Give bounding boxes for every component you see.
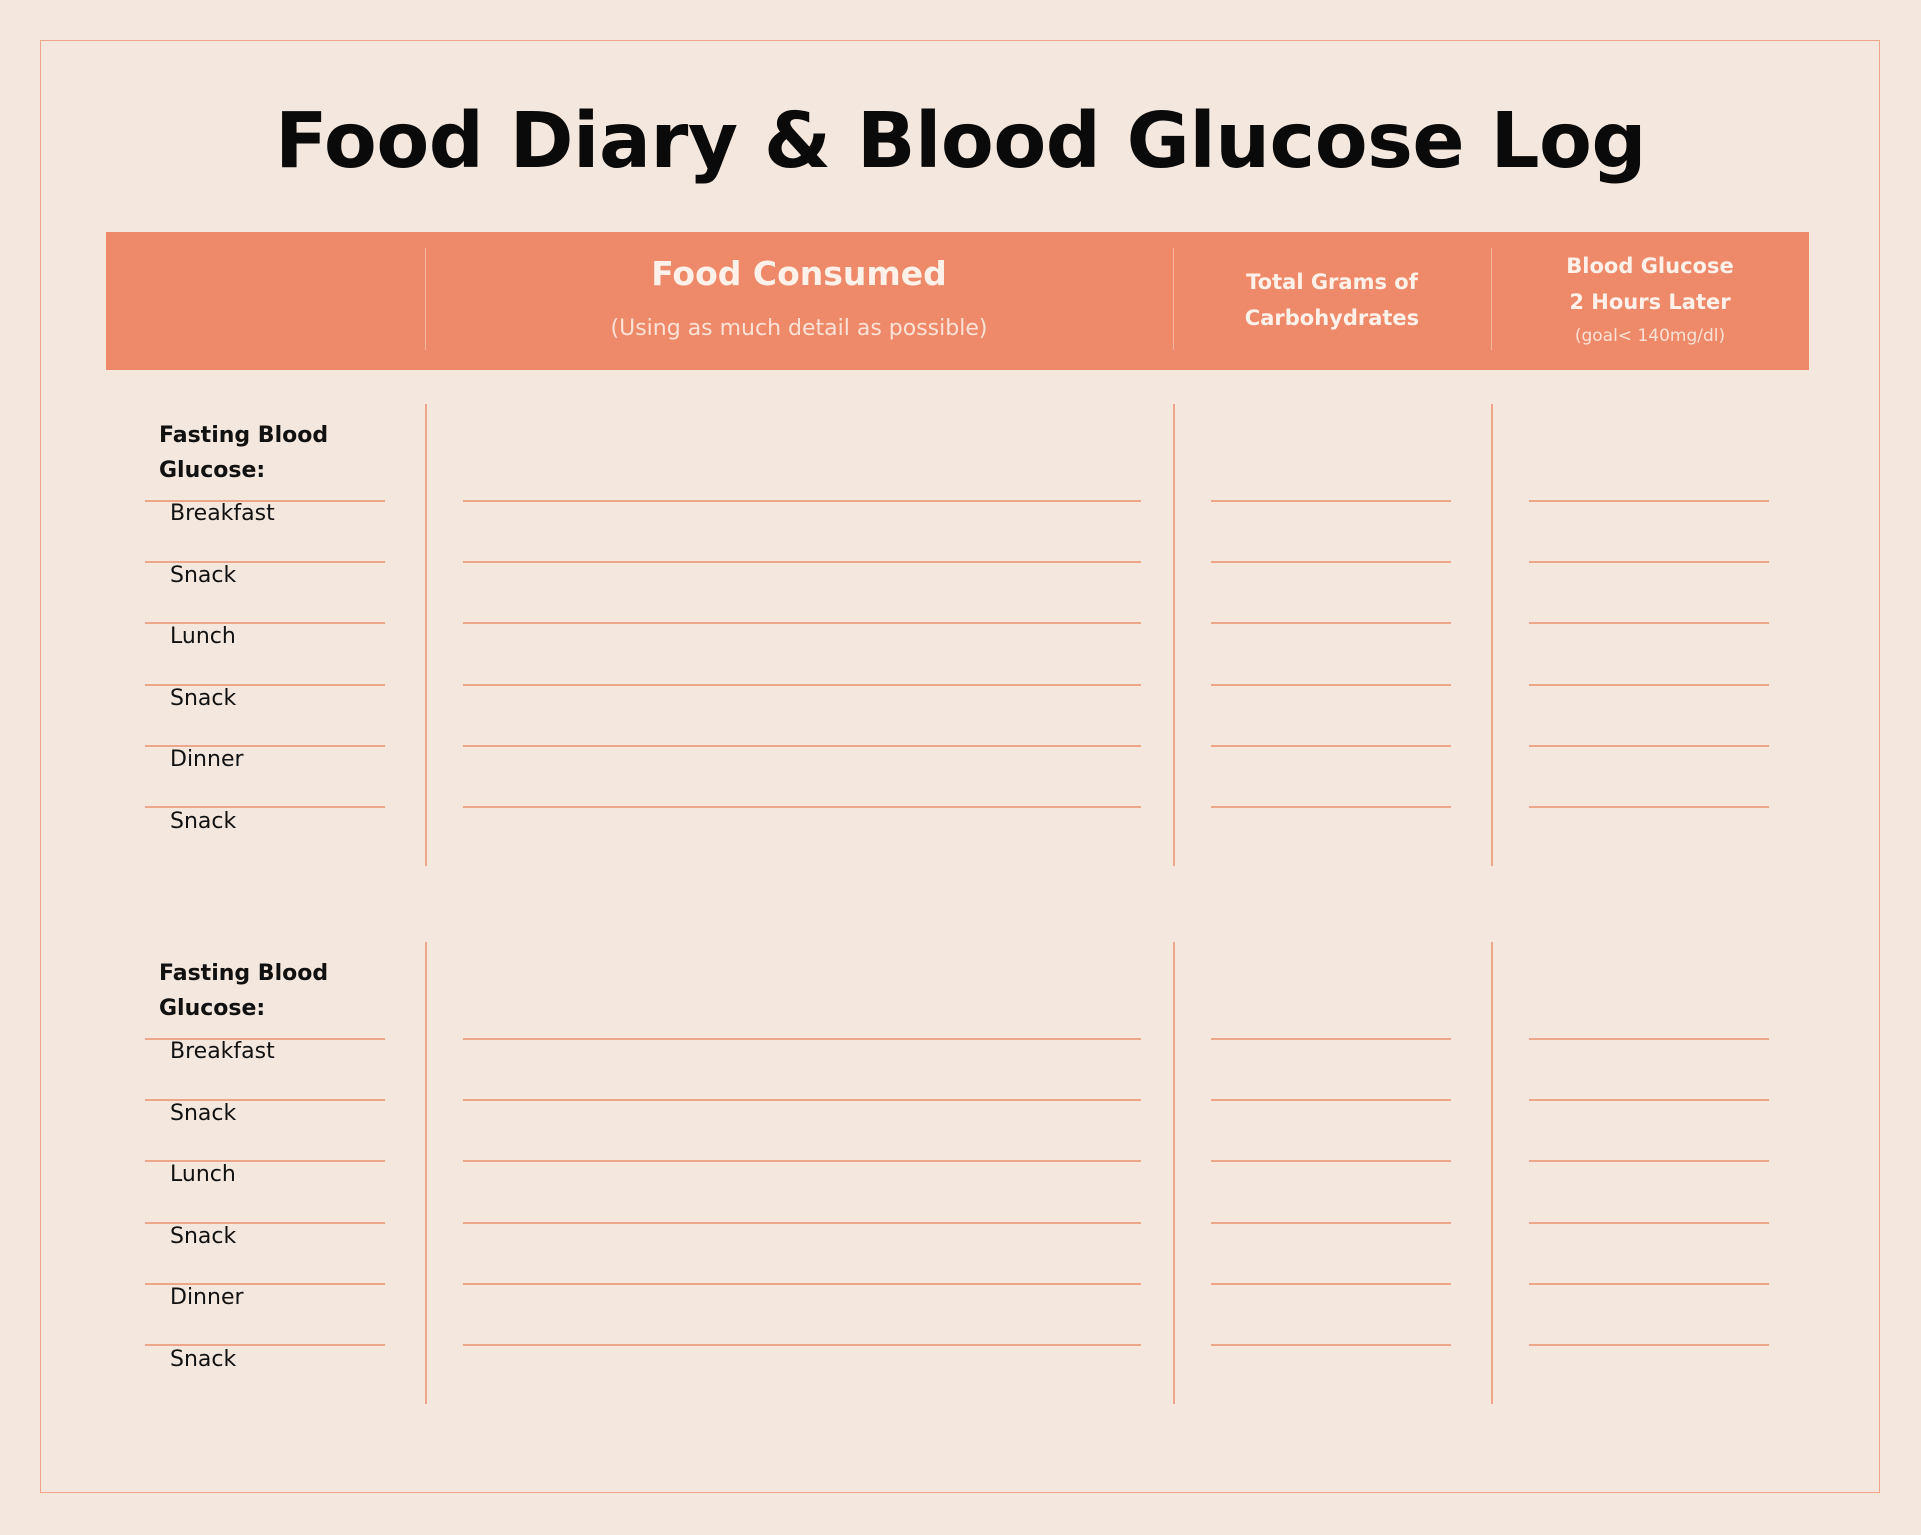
meal-label: Snack (170, 1224, 237, 1249)
meal-label: Breakfast (170, 501, 275, 526)
meal-label: Dinner (170, 747, 244, 772)
glucose-entry-line[interactable] (1529, 561, 1769, 563)
fasting-label-line2: Glucose: (159, 458, 266, 483)
glucose-entry-line[interactable] (1529, 1344, 1769, 1346)
carbs-entry-line[interactable] (1211, 561, 1451, 563)
food-entry-line[interactable] (463, 622, 1141, 624)
food-entry-line[interactable] (463, 1222, 1141, 1224)
food-entry-line[interactable] (463, 1344, 1141, 1346)
food-entry-line[interactable] (463, 1038, 1141, 1040)
header-food-consumed-note: (Using as much detail as possible) (610, 316, 988, 341)
meal-label: Lunch (170, 1162, 236, 1187)
food-entry-line[interactable] (463, 806, 1141, 808)
carbs-entry-line[interactable] (1211, 1160, 1451, 1162)
carbs-entry-line[interactable] (1211, 500, 1451, 502)
carbs-entry-line[interactable] (1211, 1344, 1451, 1346)
meal-label: Snack (170, 809, 237, 834)
header-total-carbs (1173, 264, 1491, 336)
food-entry-line[interactable] (463, 684, 1141, 686)
glucose-entry-line[interactable] (1529, 1283, 1769, 1285)
glucose-entry-line[interactable] (1529, 745, 1769, 747)
glucose-entry-line[interactable] (1529, 500, 1769, 502)
meal-label: Breakfast (170, 1039, 275, 1064)
carbs-entry-line[interactable] (1211, 1099, 1451, 1101)
fasting-blood-glucose-label (159, 956, 379, 1026)
column-divider (1173, 404, 1175, 866)
meal-label: Lunch (170, 624, 236, 649)
food-entry-line[interactable] (463, 500, 1141, 502)
column-divider (1491, 942, 1493, 1404)
meal-label: Snack (170, 563, 237, 588)
fasting-label-line1: Fasting Blood (159, 961, 329, 986)
fasting-label-line1: Fasting Blood (159, 423, 329, 448)
meal-label: Snack (170, 1347, 237, 1372)
fasting-blood-glucose-label (159, 418, 379, 488)
header-total-carbs-line2: Carbohydrates (1244, 306, 1420, 330)
header-blood-glucose-line2: 2 Hours Later (1569, 290, 1731, 314)
column-divider (425, 942, 427, 1404)
food-entry-line[interactable] (463, 1160, 1141, 1162)
glucose-entry-line[interactable] (1529, 1160, 1769, 1162)
glucose-entry-line[interactable] (1529, 684, 1769, 686)
meal-label: Snack (170, 686, 237, 711)
header-glucose-goal: (goal< 140mg/dl) (1574, 326, 1726, 346)
header-food-consumed: Food Consumed (651, 254, 947, 293)
carbs-entry-line[interactable] (1211, 1283, 1451, 1285)
column-divider (425, 404, 427, 866)
carbs-entry-line[interactable] (1211, 745, 1451, 747)
header-blood-glucose-line1: Blood Glucose (1566, 254, 1734, 278)
glucose-entry-line[interactable] (1529, 806, 1769, 808)
food-entry-line[interactable] (463, 1283, 1141, 1285)
column-divider (1491, 404, 1493, 866)
carbs-entry-line[interactable] (1211, 806, 1451, 808)
carbs-entry-line[interactable] (1211, 1222, 1451, 1224)
header-blood-glucose (1491, 248, 1809, 320)
glucose-entry-line[interactable] (1529, 1099, 1769, 1101)
glucose-entry-line[interactable] (1529, 1038, 1769, 1040)
glucose-entry-line[interactable] (1529, 622, 1769, 624)
food-entry-line[interactable] (463, 1099, 1141, 1101)
carbs-entry-line[interactable] (1211, 684, 1451, 686)
food-entry-line[interactable] (463, 561, 1141, 563)
page-title: Food Diary & Blood Glucose Log (274, 97, 1647, 186)
carbs-entry-line[interactable] (1211, 1038, 1451, 1040)
column-divider (1173, 942, 1175, 1404)
meal-label: Snack (170, 1101, 237, 1126)
header-total-carbs-line1: Total Grams of (1246, 270, 1418, 294)
meal-label: Dinner (170, 1285, 244, 1310)
food-entry-line[interactable] (463, 745, 1141, 747)
glucose-entry-line[interactable] (1529, 1222, 1769, 1224)
fasting-label-line2: Glucose: (159, 996, 266, 1021)
carbs-entry-line[interactable] (1211, 622, 1451, 624)
